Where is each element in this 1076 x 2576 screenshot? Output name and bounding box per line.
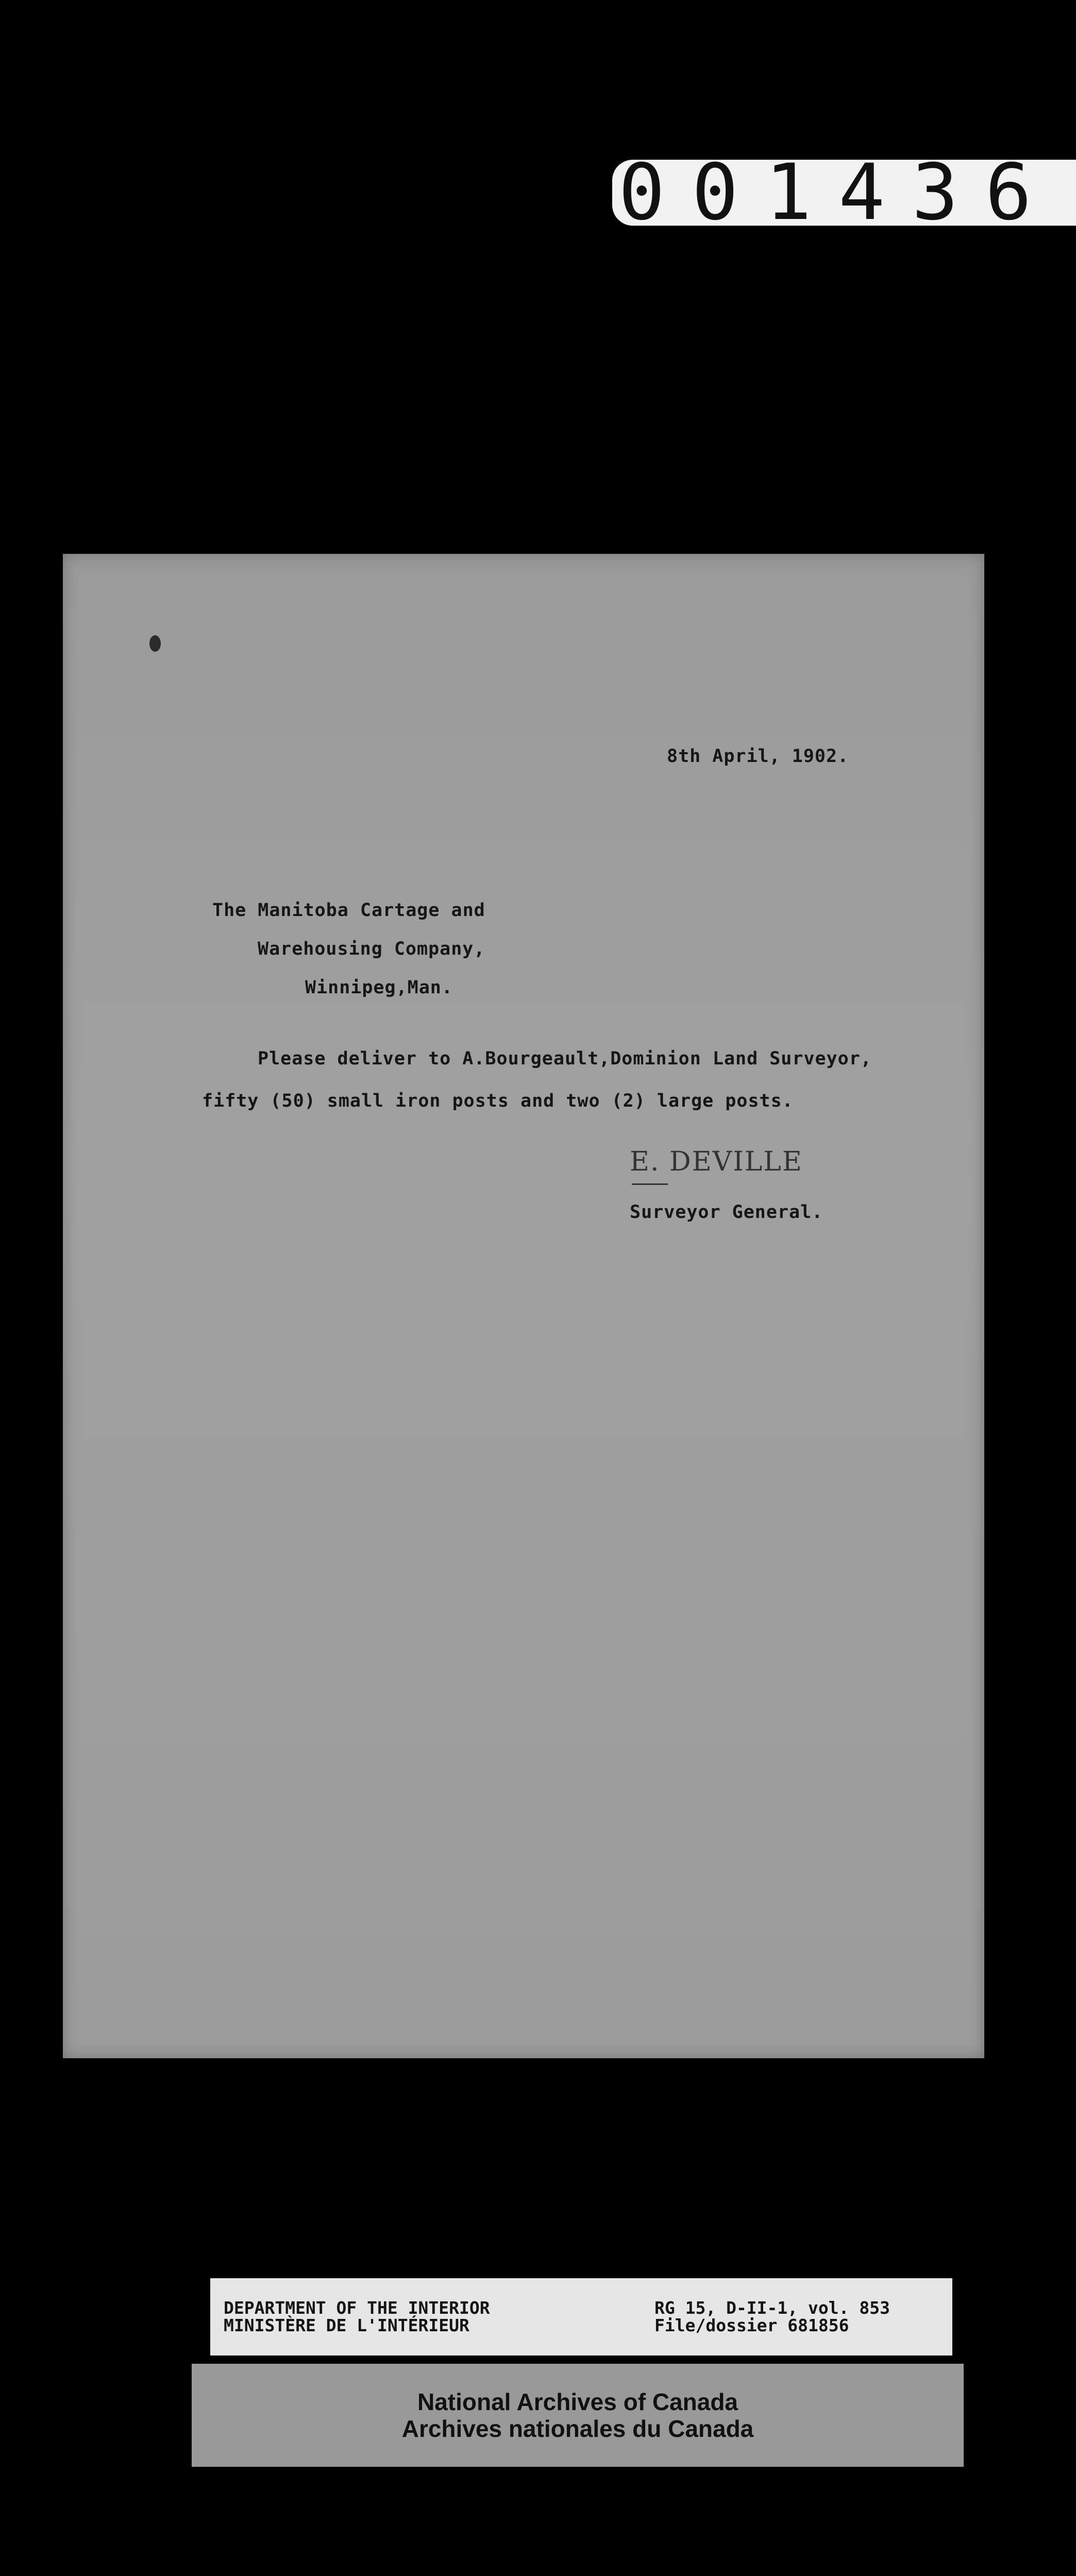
archives-name-fr: Archives nationales du Canada (401, 2415, 754, 2442)
signature-stamp: E. DEVILLE (630, 1146, 803, 1177)
addressee-line-2: Warehousing Company, (258, 939, 485, 959)
caption-dept-en: DEPARTMENT OF THE INTERIOR (224, 2298, 490, 2318)
signature-rule (632, 1183, 668, 1185)
ink-blot (149, 635, 161, 652)
signature-title: Surveyor General. (630, 1202, 823, 1223)
letter-date: 8th April, 1902. (667, 746, 849, 767)
addressee-line-3: Winnipeg,Man. (305, 977, 453, 998)
addressee-line-1: The Manitoba Cartage and (212, 900, 485, 921)
archives-name-en: National Archives of Canada (417, 2388, 738, 2415)
caption-file: File/dossier 681856 (654, 2315, 849, 2335)
archives-label (192, 2364, 964, 2467)
body-line-2: fifty (50) small iron posts and two (2) large posts. (202, 1091, 794, 1111)
letter-page (63, 554, 984, 2058)
archive-caption (210, 2278, 952, 2355)
frame-number: 001436 (618, 148, 1058, 238)
caption-dept-fr: MINISTÈRE DE L'INTÉRIEUR (224, 2315, 469, 2335)
caption-reference: RG 15, D-II-1, vol. 853 (654, 2298, 890, 2318)
body-line-1: Please deliver to A.Bourgeault,Dominion Land Surveyor, (258, 1048, 872, 1069)
frame-number-label (612, 148, 1076, 238)
